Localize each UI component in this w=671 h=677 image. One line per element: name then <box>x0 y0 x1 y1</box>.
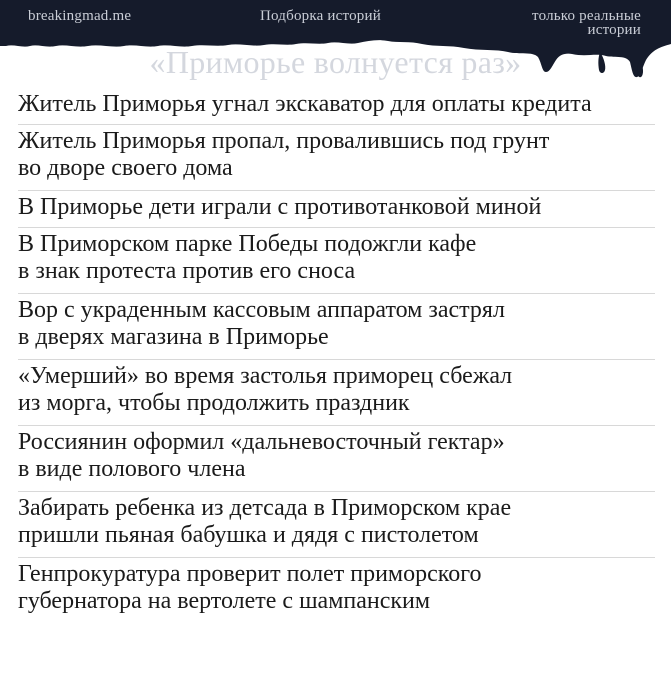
story-item[interactable]: Россиянин оформил «дальневосточный гектар» в виде полового члена <box>18 426 655 492</box>
story-item[interactable]: Житель Приморья угнал экскаватор для оплаты кредита <box>18 88 655 125</box>
story-item[interactable]: Генпрокуратура проверит полет приморского губернатора на вертолете с шампанским <box>18 561 482 614</box>
site-tagline: только реальные истории <box>532 8 641 38</box>
story-item[interactable]: Забирать ребенка из детсада в Приморском крае пришли пьяная бабушка и дядя с пистолетом <box>18 492 655 558</box>
section-label: Подборка историй <box>260 8 381 24</box>
story-item[interactable]: Вор с украденным кассовым аппаратом застрял в дверях магазина в Приморье <box>18 294 655 360</box>
collection-title: «Приморье волнуется раз» <box>149 44 522 80</box>
story-item[interactable]: В Приморском парке Победы подожгли кафе в знак протеста против его сноса <box>18 228 655 294</box>
site-name[interactable]: breakingmad.me <box>28 8 132 24</box>
story-item[interactable]: В Приморье дети играли с противотанковой миной <box>18 191 655 228</box>
header-banner <box>0 0 671 82</box>
story-item[interactable]: «Умерший» во время застолья приморец сбежал из морга, чтобы продолжить праздник <box>18 360 655 426</box>
story-item[interactable]: Житель Приморья пропал, провалившись под грунт во дворе своего дома <box>18 125 655 191</box>
story-list <box>18 88 655 623</box>
